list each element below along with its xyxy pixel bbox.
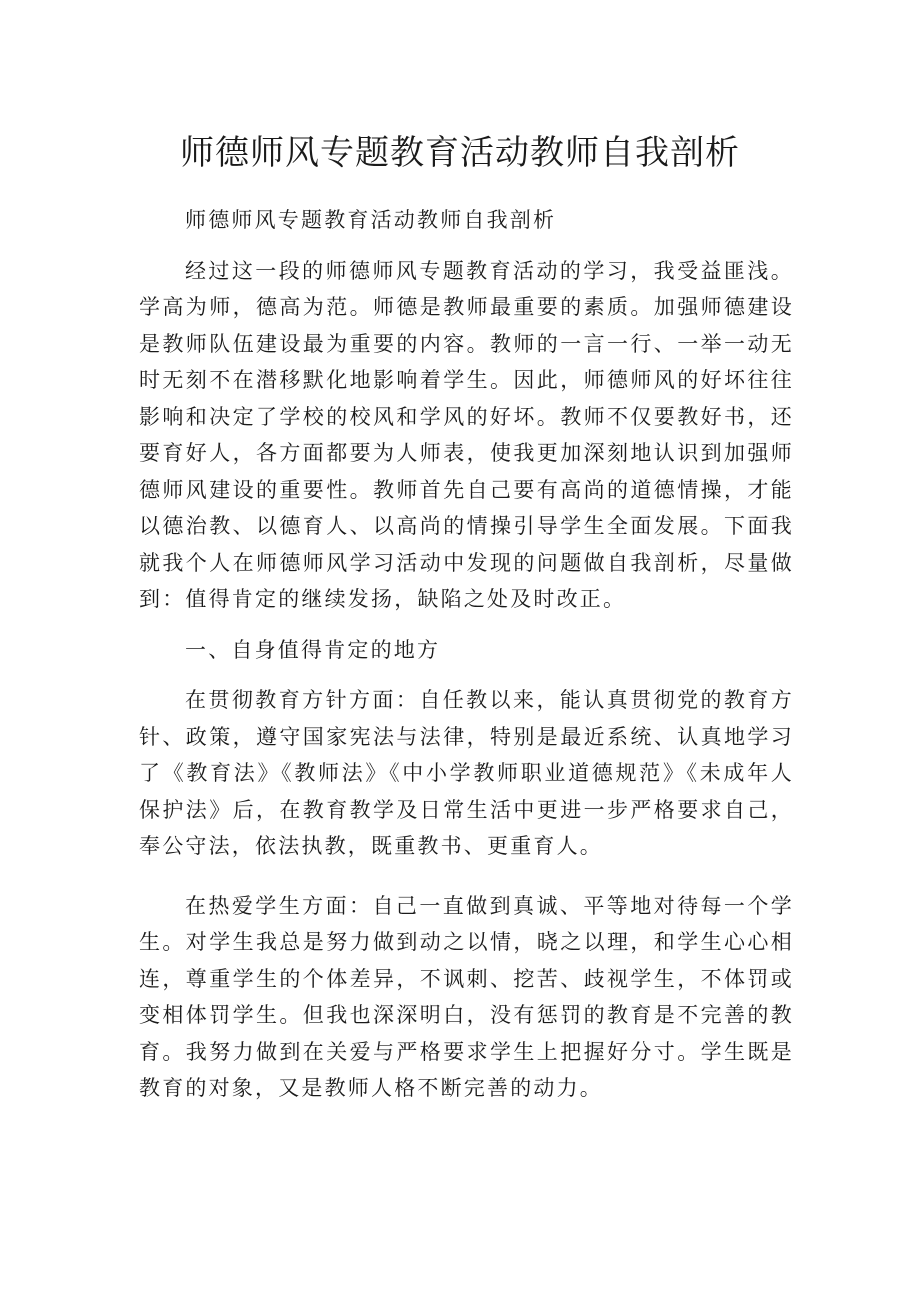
intro-paragraph: 经过这一段的师德师风专题教育活动的学习，我受益匪浅。学高为师，德高为范。师德是教师最重要的素质。加强师德建设是教师队伍建设最为重要的内容。教师的一言一行、一举一动无时无刻不在潜移默化地影响着学生。因此，师德师风的好坏往往影响和决定了学校的校风和学风的好坏。教师不仅要教好书，还要育好人，各方面都要为人师表，使我更加深刻地认识到加强师德师风建设的重要性。教师首先自己要有高尚的道德情操，才能以德治教、以德育人、以高尚的情操引导学生全面发展。下面我就我个人在师德师风学习活动中发现的问题做自我剖析，尽量做到：值得肯定的继续发扬，缺陷之处及时改正。	[139, 258, 794, 611]
education-policy-paragraph: 在贯彻教育方针方面：自任教以来，能认真贯彻党的教育方针、政策，遵守国家宪法与法律，特别是最近系统、认真地学习了《教育法》《教师法》《中小学教师职业道德规范》《未成年人保护法》后，在教育教学及日常生活中更进一步严格要求自己，奉公守法，依法执教，既重教书、更重育人。	[139, 688, 794, 858]
section-heading: 一、自身值得肯定的地方	[185, 637, 441, 662]
love-students-paragraph: 在热爱学生方面：自己一直做到真诚、平等地对待每一个学生。对学生我总是努力做到动之以情，晓之以理，和学生心心相连，尊重学生的个体差异，不讽刺、挖苦、歧视学生，不体罚或变相体罚学生。但我也深深明白，没有惩罚的教育是不完善的教育。我努力做到在关爱与严格要求学生上把握好分寸。学生既是教育的对象，又是教师人格不断完善的动力。	[139, 893, 794, 1100]
document-title: 师德师风专题教育活动教师自我剖析	[180, 133, 740, 173]
subtitle-paragraph: 师德师风专题教育活动教师自我剖析	[185, 208, 557, 232]
document-body	[139, 202, 794, 1107]
